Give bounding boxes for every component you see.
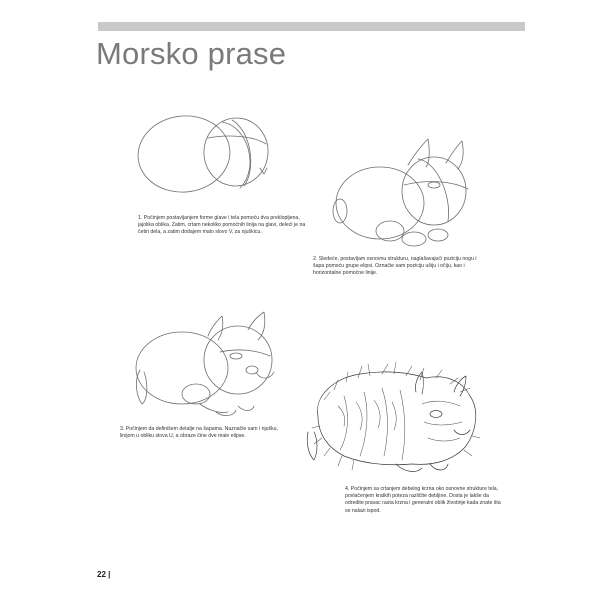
step-3-caption: 3. Počinjem da definišem detalje na šapama. Naznačie sam i njušku, linijom u obliku slova U, a obraze čine dve male elipse. <box>120 426 279 440</box>
step-4-caption: 4. Počinjem sa crtanjem debelog krzna oko osnovne strukture tela, povlačenjem kratkih poteza različite debljine. Dosta je lakše da odredite pravac rasta krzna i generalni oblik životinje kada znate šta se nalazi ispod. <box>345 486 501 514</box>
step-2-sketch <box>318 135 478 250</box>
step-1-caption: 1. Počinjem postavljanjem forme glave i tela pomoću dva preklopljena, jajolika oblika. Zatim, crtam nekoliko pomoćnih linija na glavi, deleći je na četiri dela, a zatim dodajem malo slovo V, za njuškicu. <box>138 215 306 236</box>
page-title: Morsko prase <box>96 36 287 71</box>
step-3-sketch <box>124 308 284 423</box>
step-4-sketch <box>304 356 484 481</box>
header-bar <box>98 22 525 31</box>
step-1-sketch <box>128 108 288 208</box>
page-number: 22 | <box>97 570 111 579</box>
step-2-caption: 2. Sledeće, postavljam osnovnu strukturu, naglašavajući poziciju nogu i šapa pomoću grupe elipsi. Označie sam poziciju ušiju i očiju, kao i horizontalne pomoćne linije. <box>313 256 477 277</box>
